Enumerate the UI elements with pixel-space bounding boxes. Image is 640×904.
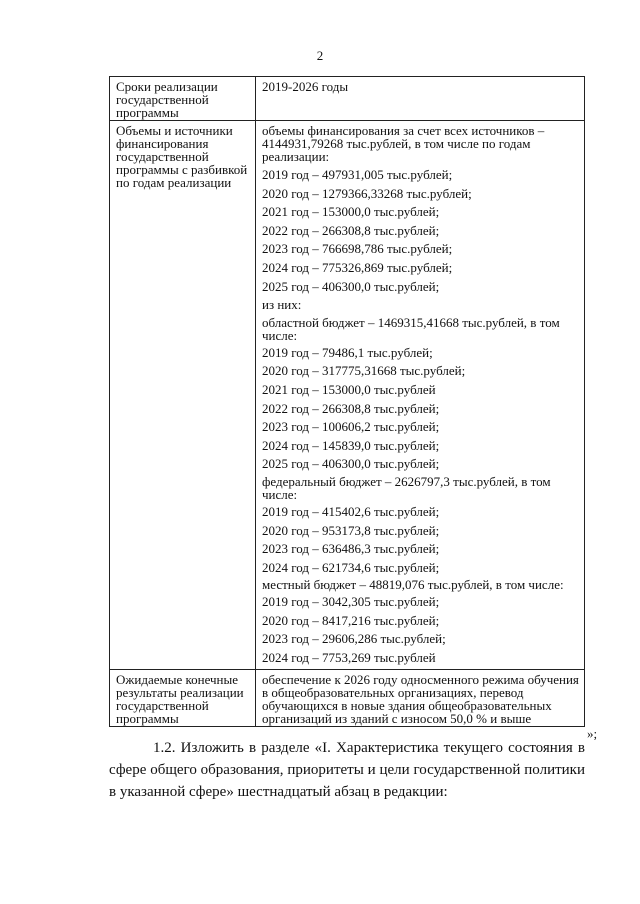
federal-budget-intro: федеральный бюджет – 2626797,3 тыс.рублей, в том числе: [262, 473, 551, 502]
table-row [110, 77, 585, 121]
list-item: из них: [262, 297, 302, 313]
row-value-funding [256, 121, 585, 670]
list-item: 2025 год – 406300,0 тыс.рублей; [262, 456, 440, 472]
page-number: 2 [316, 48, 324, 63]
row-value-terms: 2019-2026 годы [256, 77, 585, 121]
list-item: 2023 год – 29606,286 тыс.рублей; [262, 631, 446, 647]
amendment-text: 1.2. Изложить в разделе «I. Характеристика текущего состояния в сфере общего образования, приоритеты и цели государственной политики в указанной сфере» шестнадцатый абзац в редакции: [109, 740, 585, 800]
list-item: 2023 год – 766698,786 тыс.рублей; [262, 241, 453, 257]
list-item: 2024 год – 145839,0 тыс.рублей; [262, 437, 440, 453]
row-label-funding: Объемы и источники финансирования государственной программы с разбивкой по годам реализации [110, 121, 256, 670]
list-item: 2019 год – 79486,1 тыс.рублей; [262, 344, 433, 360]
local-budget-lines [262, 593, 580, 667]
row-label-terms: Сроки реализации государственной программы [110, 77, 256, 121]
funding-total-lines [262, 166, 580, 315]
regional-budget-lines [262, 344, 580, 474]
amendment-paragraph [109, 737, 585, 803]
list-item: 2020 год – 1279366,33268 тыс.рублей; [262, 185, 472, 201]
program-passport-table [109, 76, 585, 727]
regional-budget-intro: областной бюджет – 1469315,41668 тыс.рублей, в том числе: [262, 314, 560, 343]
list-item: 2020 год – 317775,31668 тыс.рублей; [262, 363, 466, 379]
row-value-results: обеспечение к 2026 году односменного режима обучения в общеобразовательных организациях, перевод обучающихся в новые здания общеобразовательных организаций из зданий с износом 50,0 % и выше [256, 669, 585, 726]
list-item: 2019 год – 497931,005 тыс.рублей; [262, 167, 453, 182]
list-item: 2022 год – 266308,8 тыс.рублей; [262, 400, 440, 416]
list-item: 2024 год – 775326,869 тыс.рублей; [262, 259, 453, 275]
list-item: 2020 год – 8417,216 тыс.рублей; [262, 612, 440, 628]
federal-budget-lines [262, 503, 580, 577]
table-row [110, 121, 585, 670]
list-item: 2025 год – 406300,0 тыс.рублей; [262, 278, 440, 294]
list-item: 2024 год – 7753,269 тыс.рублей [262, 650, 436, 666]
table-closing-quote: »; [587, 726, 598, 741]
list-item: 2019 год – 3042,305 тыс.рублей; [262, 594, 440, 610]
list-item: 2022 год – 266308,8 тыс.рублей; [262, 222, 440, 238]
list-item: 2021 год – 153000,0 тыс.рублей; [262, 204, 440, 220]
list-item: 2021 год – 153000,0 тыс.рублей [262, 381, 436, 397]
list-item: 2023 год – 636486,3 тыс.рублей; [262, 541, 440, 557]
table-row [110, 669, 585, 726]
list-item: 2020 год – 953173,8 тыс.рублей; [262, 522, 440, 538]
local-budget-intro: местный бюджет – 48819,076 тыс.рублей, в том числе: [262, 577, 564, 593]
row-label-results: Ожидаемые конечные результаты реализации государственной программы [110, 669, 256, 726]
funding-intro: объемы финансирования за счет всех источников – 4144931,79268 тыс.рублей, в том числе по годам реализации: [262, 123, 545, 164]
list-item: 2023 год – 100606,2 тыс.рублей; [262, 419, 440, 435]
list-item: 2024 год – 621734,6 тыс.рублей; [262, 559, 440, 575]
list-item: 2019 год – 415402,6 тыс.рублей; [262, 503, 440, 519]
